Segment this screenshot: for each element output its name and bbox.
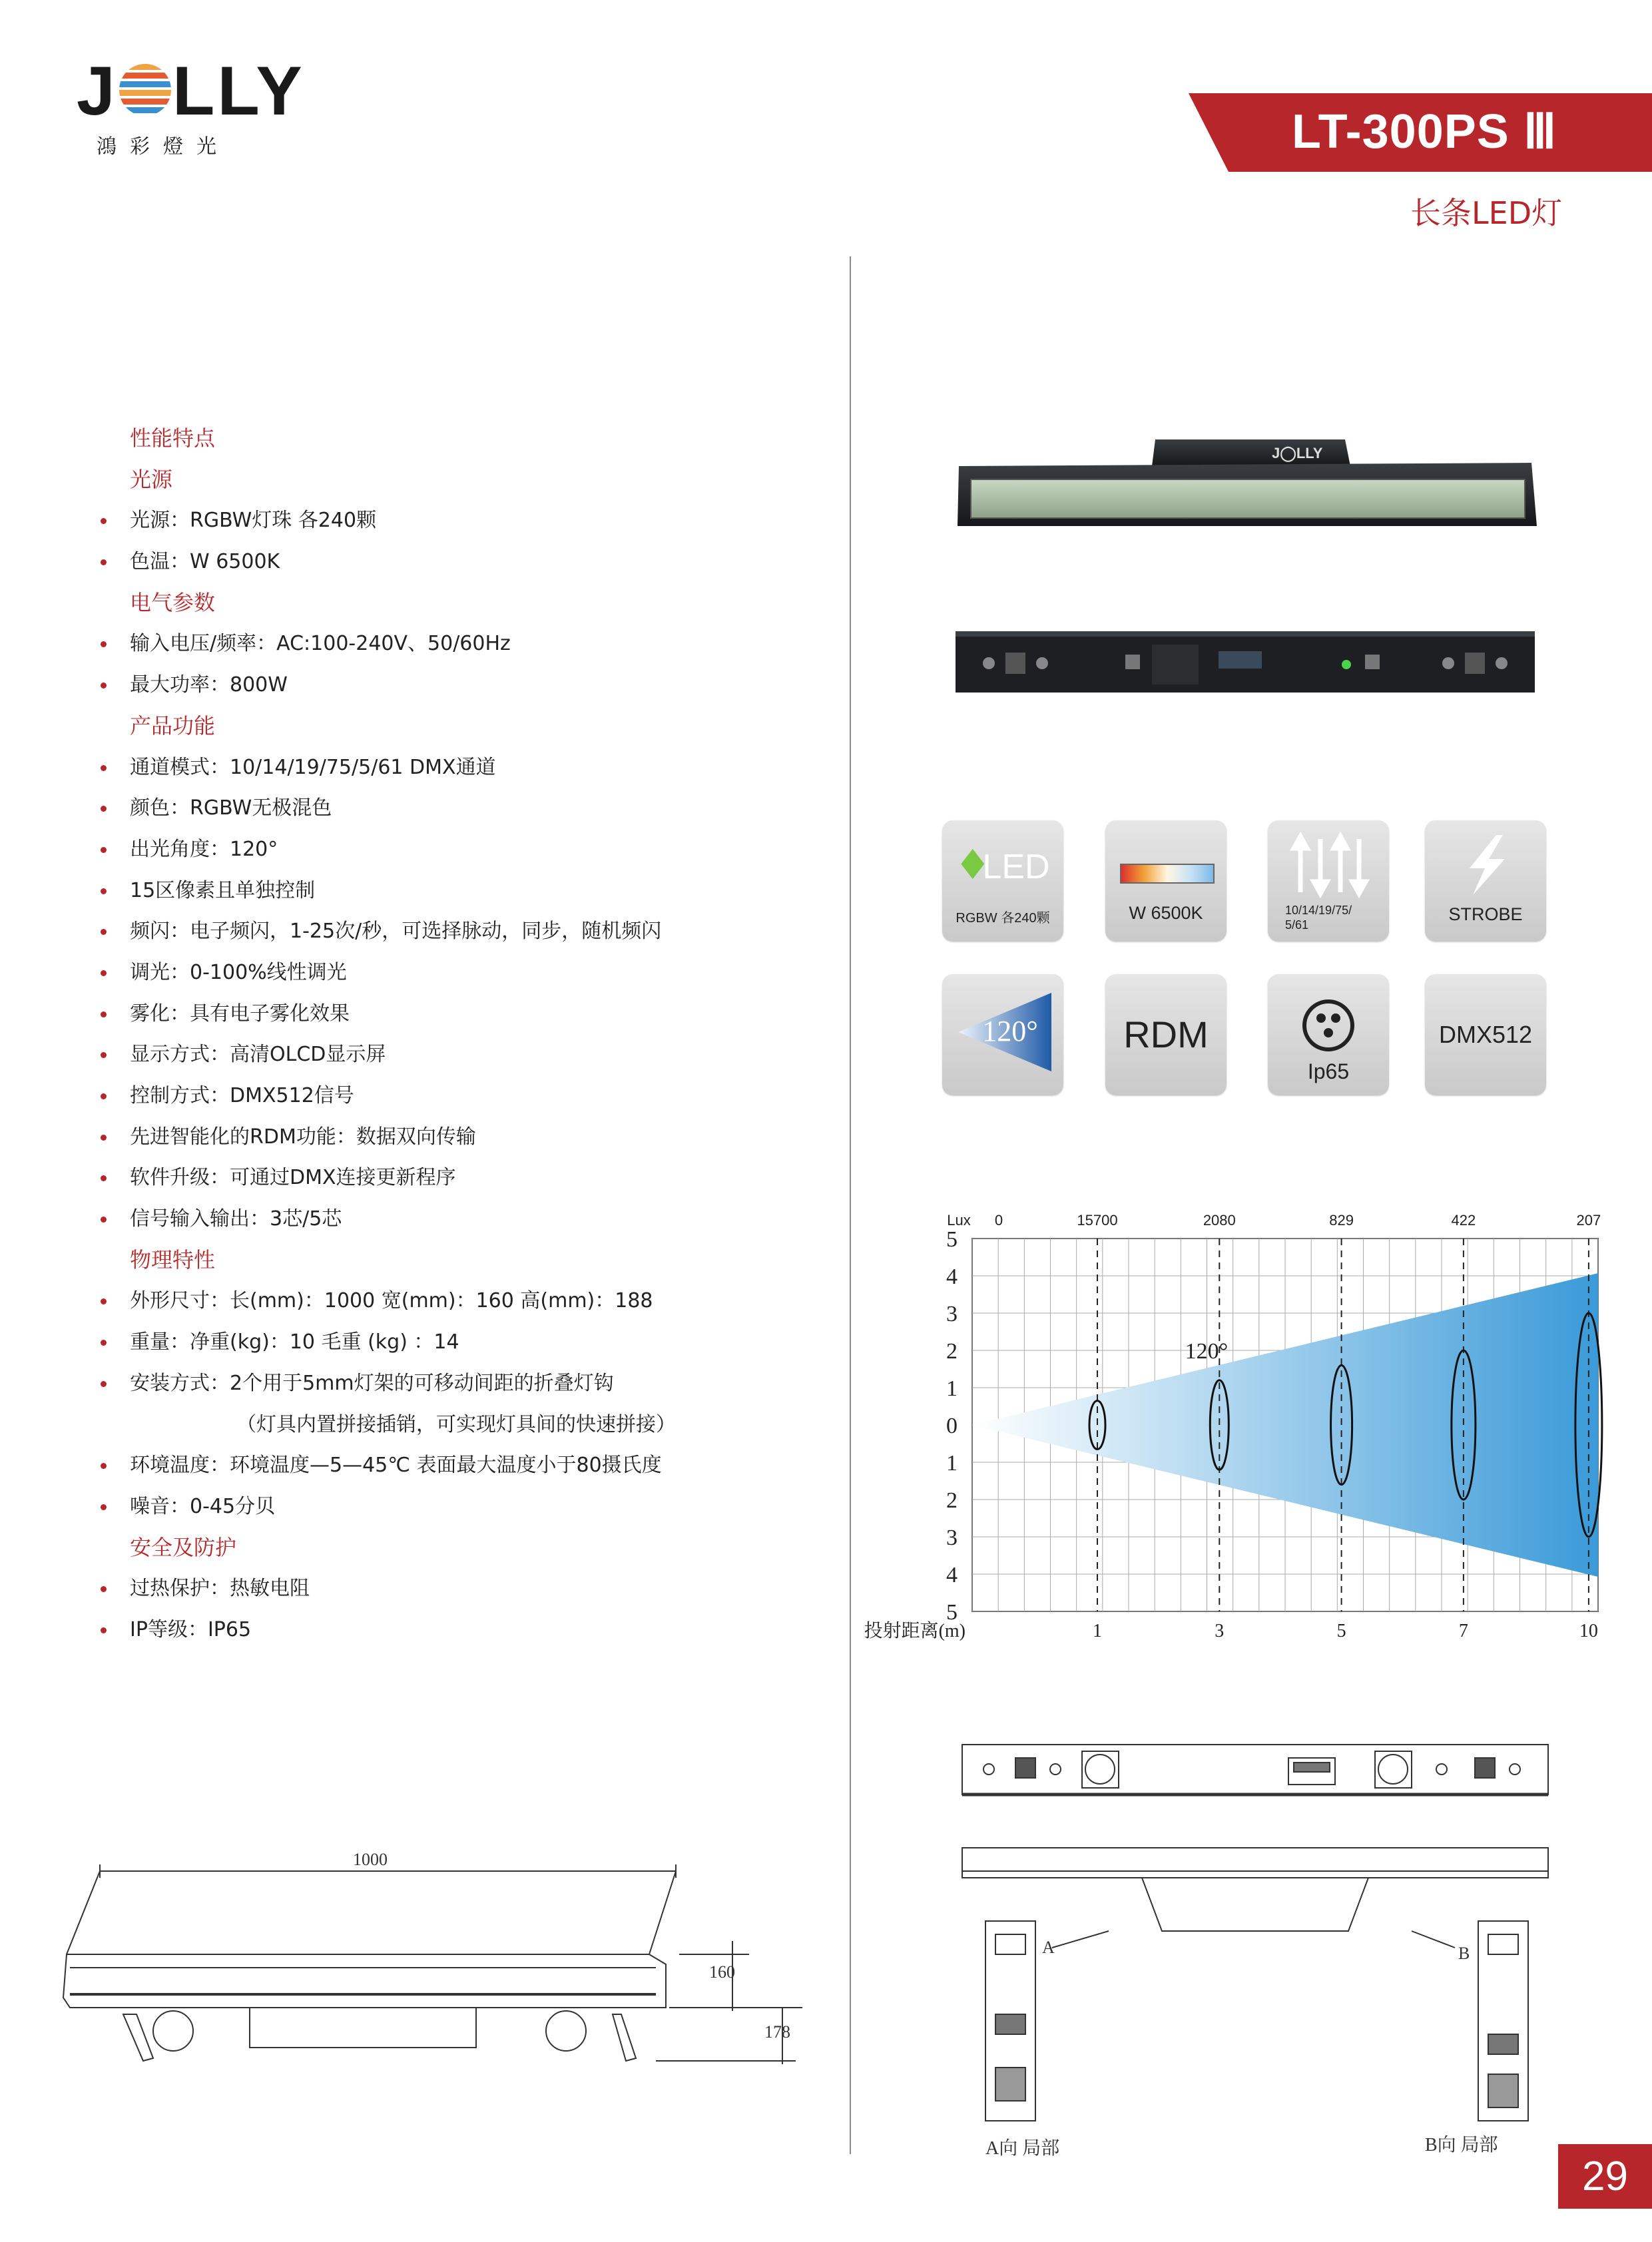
beam-angle-label: 120° — [1185, 1339, 1229, 1364]
feature-rdm-label: RDM — [1123, 1013, 1209, 1055]
height-label: 178 — [764, 2022, 790, 2042]
feature-cct-label: W 6500K — [1129, 903, 1203, 923]
x-tick-label: 1 — [1093, 1621, 1102, 1641]
color-temperature-icon — [1120, 864, 1215, 884]
y-tick-label: 2 — [946, 1339, 958, 1364]
spec-item: 安装方式：2个用于5mm灯架的可移动间距的折叠灯钩 — [130, 1363, 836, 1404]
product-photo-front — [952, 426, 1538, 539]
brand-logo-right: LLY — [172, 53, 305, 130]
spec-item: IP等级：IP65 — [130, 1609, 836, 1651]
lux-label: Lux — [947, 1212, 971, 1229]
feature-angle-label: 120° — [982, 1015, 1038, 1047]
feature-angle — [942, 974, 1063, 1095]
spec-item: 噪音：0-45分贝 — [130, 1486, 836, 1528]
feature-cct — [1105, 820, 1227, 942]
y-tick-label: 4 — [946, 1264, 958, 1289]
feature-strobe — [1425, 820, 1546, 942]
y-tick-label: 1 — [946, 1451, 958, 1476]
spec-item: 出光角度：120° — [130, 829, 836, 870]
feature-dmx-label: DMX512 — [1438, 1021, 1533, 1048]
view-a-marker: A — [1042, 1938, 1055, 1957]
lux-value: 207 — [1576, 1212, 1601, 1229]
y-tick-label: 3 — [946, 1526, 958, 1550]
spec-heading: 产品功能 — [130, 712, 216, 738]
spec-list — [130, 418, 836, 1651]
x-tick-label: 3 — [1215, 1621, 1225, 1641]
spec-item: 先进智能化的RDM功能：数据双向传输 — [130, 1117, 836, 1158]
y-tick-label: 1 — [946, 1376, 958, 1401]
x-axis-label: 投射距离(m) — [864, 1621, 965, 1641]
channels-arrows-icon — [1290, 835, 1368, 896]
brand-logo-left: J — [77, 53, 118, 130]
spec-item: 重量：净重(kg)：10 毛重 (kg) ：14 — [130, 1322, 836, 1363]
view-b-caption: B向 局部 — [1425, 2135, 1498, 2155]
sun-icon — [119, 64, 171, 116]
waterproof-icon — [1301, 998, 1356, 1053]
spec-item: 颜色：RGBW无极混色 — [130, 788, 836, 829]
spec-item: 显示方式：高清OLCD显示屏 — [130, 1034, 836, 1075]
spec-item: 环境温度：环境温度—5—45℃ 表面最大温度小于80摄氏度 — [130, 1445, 836, 1486]
brand-subtitle: 鴻彩燈光 — [97, 135, 230, 158]
spec-item: 光源：RGBW灯珠 各240颗 — [130, 500, 836, 541]
feature-channels — [1268, 820, 1389, 942]
model-title: LT-300PS Ⅲ — [1292, 105, 1557, 158]
view-a-caption: A向 局部 — [985, 2138, 1060, 2159]
column-divider — [850, 256, 851, 2154]
y-tick-label: 0 — [946, 1414, 958, 1438]
page-number: 29 — [1582, 2153, 1628, 2199]
spec-item: 雾化：具有电子雾化效果 — [130, 993, 836, 1035]
spec-item: 控制方式：DMX512信号 — [130, 1075, 836, 1117]
spec-item: 调光：0-100%线性调光 — [130, 952, 836, 993]
width-label: 160 — [709, 1962, 735, 1982]
feature-dmx — [1425, 974, 1546, 1095]
spec-heading: 性能特点 — [130, 425, 216, 451]
x-tick-label: 5 — [1336, 1621, 1346, 1641]
y-tick-label: 4 — [946, 1563, 958, 1587]
y-tick-label: 2 — [946, 1488, 958, 1513]
y-tick-label: 5 — [946, 1600, 958, 1625]
product-photo-rear — [952, 618, 1538, 704]
bulb-icon: ♦ — [954, 840, 991, 889]
feature-channels-label: 10/14/19/75/ 5/61 — [1285, 904, 1352, 932]
feature-ip-label: Ip65 — [1307, 1059, 1350, 1083]
spec-item: 输入电压/频率：AC:100-240V、50/60Hz — [130, 623, 836, 665]
feature-ip — [1268, 974, 1389, 1095]
spec-item: 最大功率：800W — [130, 665, 836, 706]
beam-chart — [864, 1202, 1618, 1655]
technical-drawing — [949, 1735, 1561, 2161]
spec-item: 软件升级：可通过DMX连接更新程序 — [130, 1157, 836, 1199]
x-tick-label: 10 — [1579, 1621, 1598, 1641]
lux-value: 422 — [1451, 1212, 1476, 1229]
feature-strobe-label: STROBE — [1448, 904, 1523, 924]
spec-heading: 物理特性 — [130, 1247, 216, 1272]
dimension-drawing — [57, 1848, 822, 2068]
lux-value: 15700 — [1077, 1212, 1118, 1229]
lightning-icon — [1460, 835, 1513, 895]
spec-heading: 光源 — [130, 466, 173, 492]
feature-led-label: RGBW 各240颗 — [956, 911, 1050, 926]
spec-heading: 电气参数 — [130, 589, 216, 615]
feature-led — [942, 820, 1063, 942]
y-tick-label: 3 — [946, 1302, 958, 1326]
spec-item: 色温：W 6500K — [130, 541, 836, 583]
spec-item: 外形尺寸：长(mm)：1000 宽(mm)：160 高(mm)：188 — [130, 1280, 836, 1322]
spec-item: （灯具内置拼接插销，可实现灯具间的快速拼接） — [236, 1412, 676, 1436]
spec-item: 通道模式：10/14/19/75/5/61 DMX通道 — [130, 747, 836, 788]
lux-value: 0 — [994, 1212, 1003, 1229]
feature-rdm — [1105, 974, 1227, 1095]
lux-value: 829 — [1329, 1212, 1354, 1229]
spec-heading: 安全及防护 — [130, 1534, 237, 1560]
spec-item: 15区像素且单独控制 — [130, 870, 836, 912]
x-tick-label: 7 — [1458, 1621, 1468, 1641]
length-label: 1000 — [353, 1850, 388, 1869]
lux-value: 2080 — [1203, 1212, 1236, 1229]
feature-led-big: LED — [982, 848, 1050, 886]
spec-item: 信号输入输出：3芯/5芯 — [130, 1199, 836, 1240]
view-b-marker: B — [1458, 1944, 1470, 1963]
spec-item: 过热保护：热敏电阻 — [130, 1568, 836, 1609]
brand-logo — [77, 53, 305, 130]
spec-item: 频闪：电子频闪，1-25次/秒，可选择脉动，同步，随机频闪 — [130, 911, 836, 952]
photo-logo-text: J◯LLY — [1272, 445, 1323, 461]
y-tick-label: 5 — [946, 1227, 958, 1252]
product-type: 长条LED灯 — [1410, 195, 1563, 231]
